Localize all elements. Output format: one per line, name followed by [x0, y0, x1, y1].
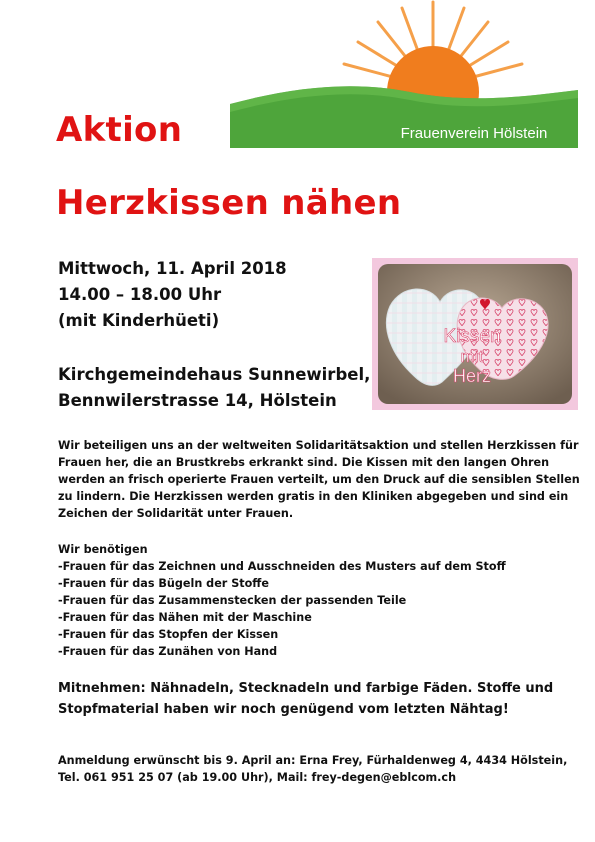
bring-note	[58, 678, 553, 720]
description-line: Wir beteiligen uns an der weltweiten Solidaritätsaktion und stellen Herzkissen für	[58, 439, 579, 452]
event-venue: Kirchgemeindehaus Sunnewirbel,	[58, 365, 371, 384]
event-time: 14.00 – 18.00 Uhr	[58, 285, 222, 304]
needs-item: -Frauen für das Zusammenstecken der passenden Teile	[58, 594, 407, 607]
description	[58, 437, 580, 522]
description-line: werden an frisch operierte Frauen verteilt, um den Druck auf die sensiblen Stellen	[58, 473, 580, 486]
registration-line: Tel. 061 951 25 07 (ab 19.00 Uhr), Mail: frey-degen@eblcom.ch	[58, 771, 457, 784]
photo-caption-1: Kissen	[443, 326, 501, 347]
frauenverein-logo	[230, 0, 578, 148]
needs-item: -Frauen für das Zunähen von Hand	[58, 645, 278, 658]
needs-item: -Frauen für das Stopfen der Kissen	[58, 628, 279, 641]
title-line-1: Aktion	[56, 110, 183, 150]
event-note: (mit Kinderhüeti)	[58, 311, 220, 330]
title-line-2: Herzkissen nähen	[56, 183, 402, 223]
needs-item: -Frauen für das Nähen mit der Maschine	[58, 611, 312, 624]
needs-heading: Wir benötigen	[58, 543, 148, 556]
description-line: Frauen her, die an Brustkrebs erkrankt sind. Die Kissen mit den langen Ohren	[58, 456, 550, 469]
event-details	[58, 256, 287, 334]
needs-list	[58, 541, 538, 660]
needs-item: -Frauen für das Bügeln der Stoffe	[58, 577, 269, 590]
description-line: zu lindern. Die Herzkissen werden gratis in den Kliniken abgegeben und sind ein	[58, 490, 569, 503]
photo-caption-2: mit	[460, 347, 484, 366]
bring-line: Stopfmaterial haben wir noch genügend vom letzten Nähtag!	[58, 702, 509, 717]
event-address: Bennwilerstrasse 14, Hölstein	[58, 391, 337, 410]
needs-item: -Frauen für das Zeichnen und Ausschneiden des Musters auf dem Stoff	[58, 560, 506, 573]
heart-pillow-photo	[372, 258, 578, 410]
org-name: Frauenverein Hölstein	[400, 125, 548, 142]
event-date: Mittwoch, 11. April 2018	[58, 259, 287, 278]
description-line: Zeichen der Solidarität unter Frauen.	[58, 507, 294, 520]
registration-line: Anmeldung erwünscht bis 9. April an: Erna Frey, Fürhaldenweg 4, 4434 Hölstein,	[58, 754, 568, 767]
bring-line: Mitnehmen: Nähnadeln, Stecknadeln und farbige Fäden. Stoffe und	[58, 681, 554, 696]
event-location	[58, 362, 370, 414]
registration-info	[58, 752, 567, 786]
photo-caption-3: Herz	[452, 366, 492, 386]
